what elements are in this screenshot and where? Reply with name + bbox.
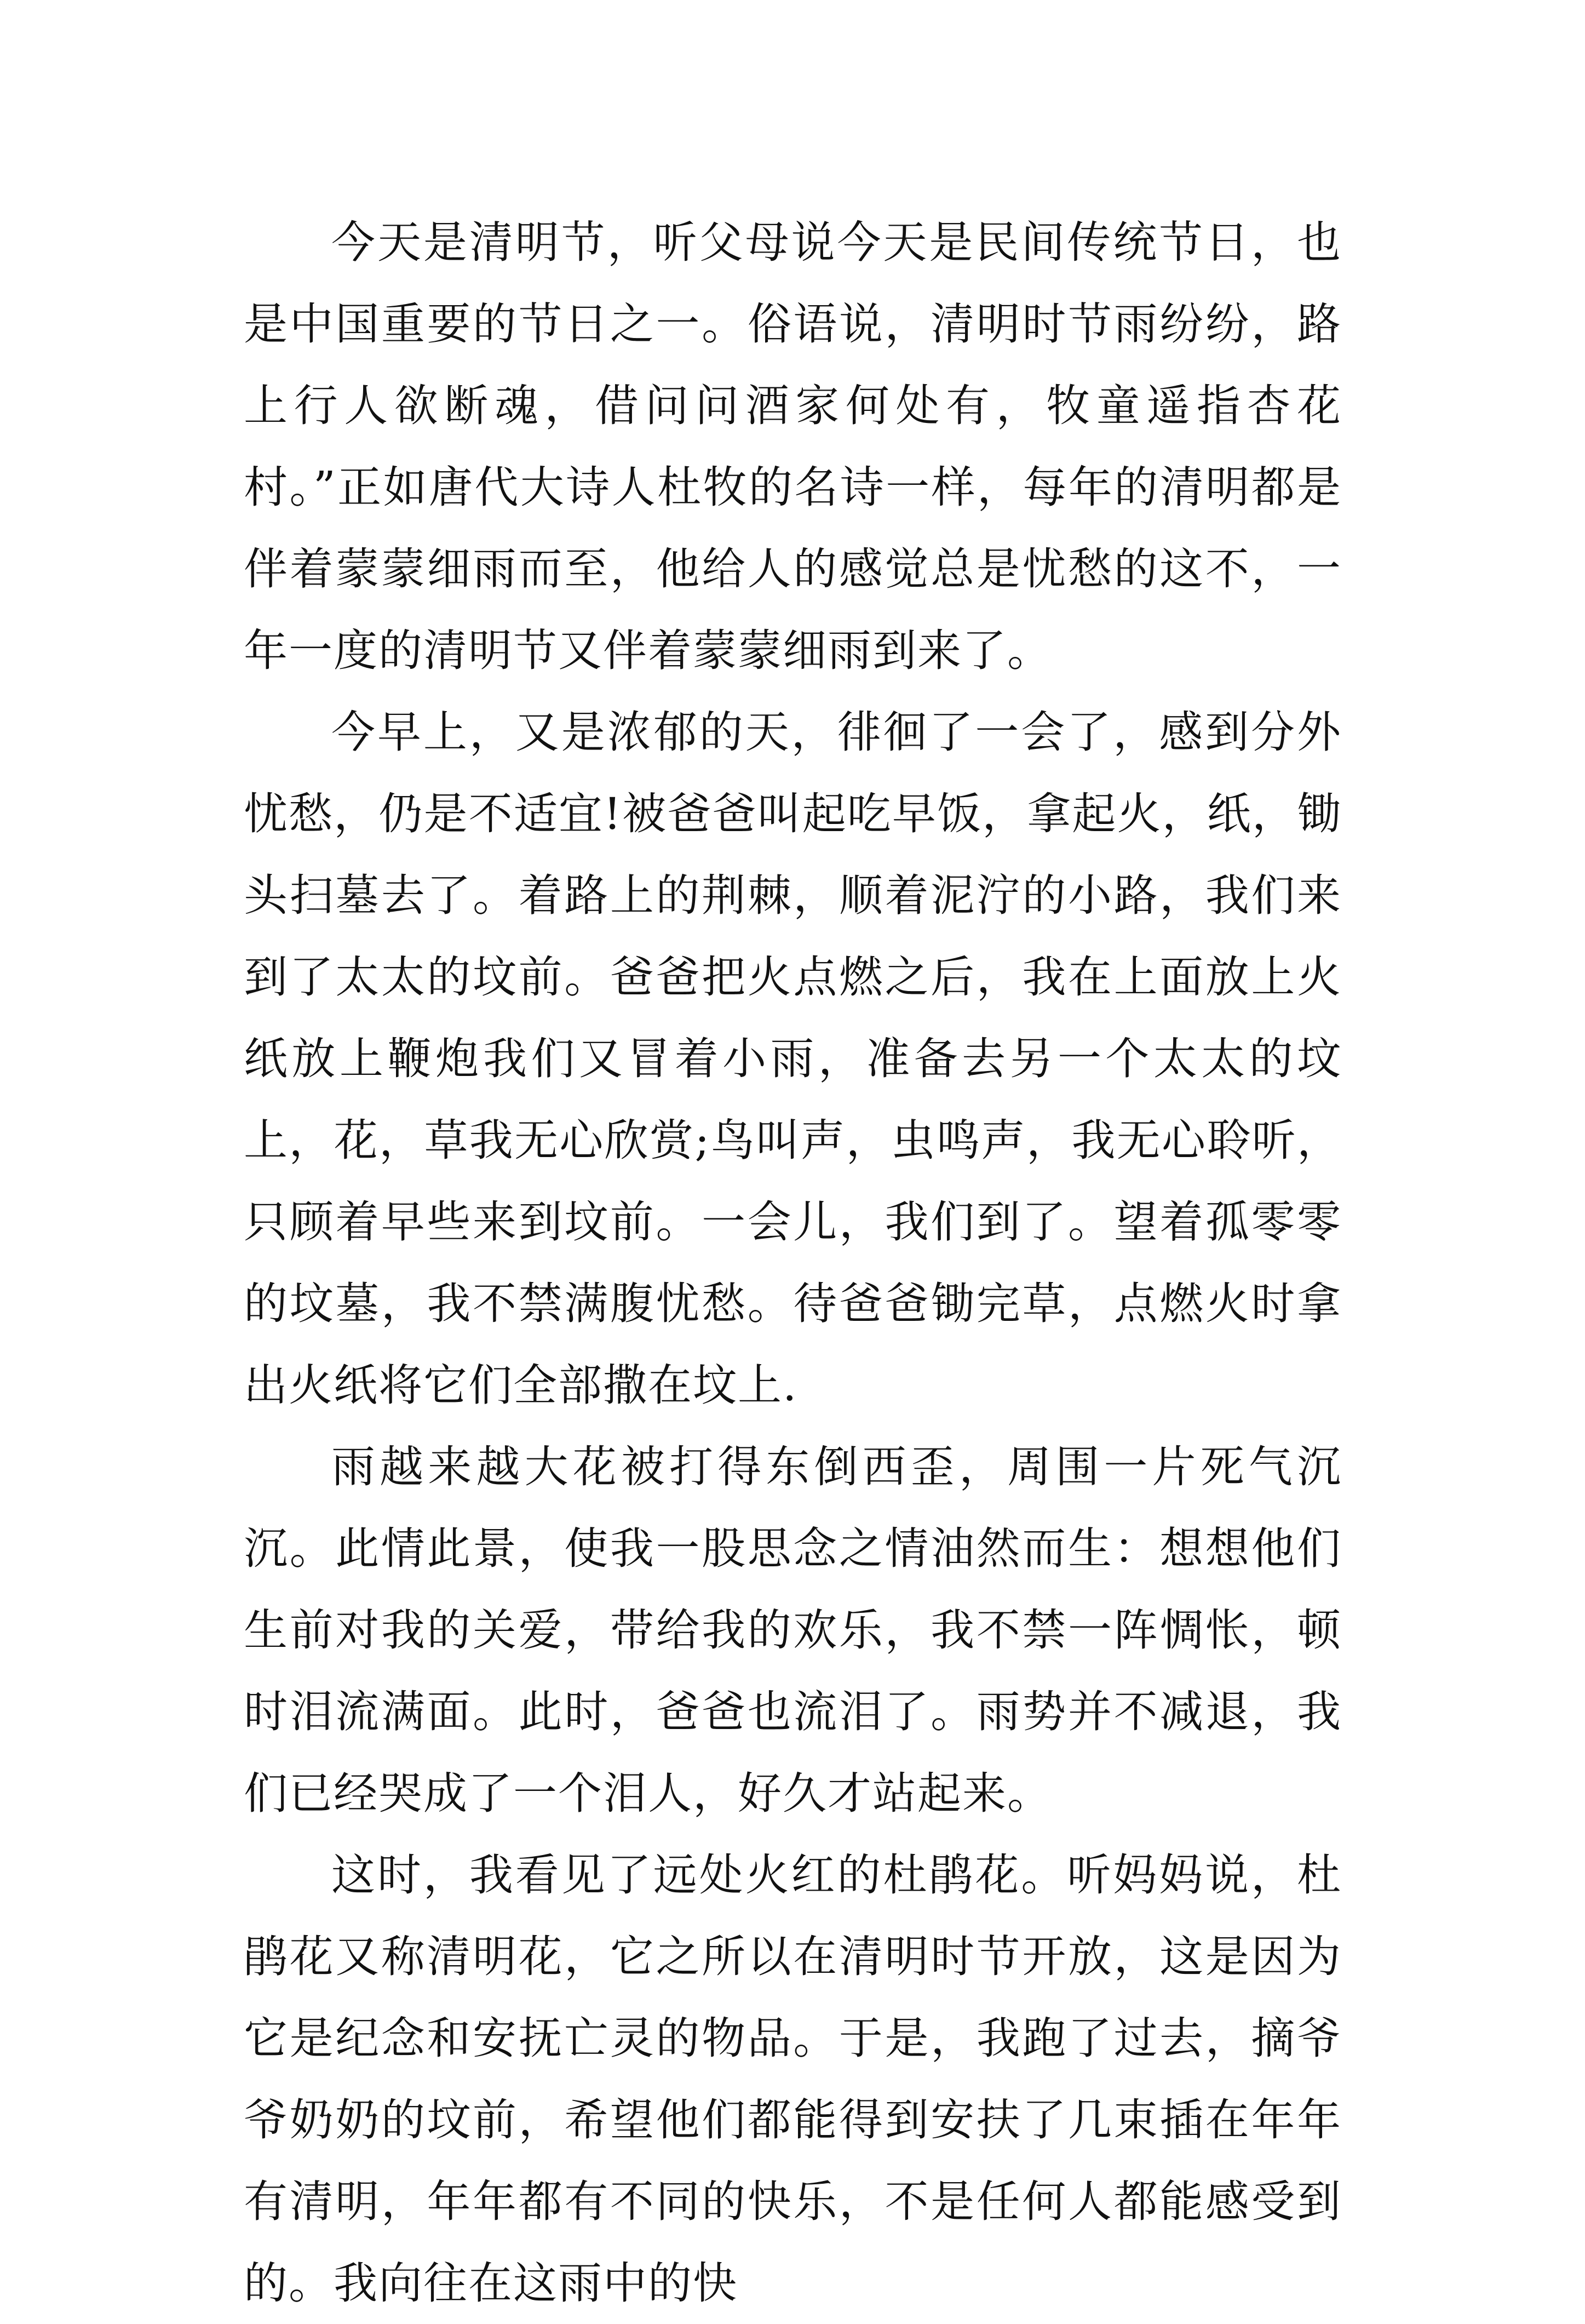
document-body	[244, 202, 1342, 2324]
paragraph-1: 今天是清明节，听父母说今天是民间传统节日，也是中国重要的节日之一。俗语说，清明时节雨纷纷，路上行人欲断魂，借问问酒家何处有，牧童遥指杏花村。”正如唐代大诗人杜牧的名诗一样，每年的清明都是伴着蒙蒙细雨而至，他给人的感觉总是忧愁的这不，一年一度的清明节又伴着蒙蒙细雨到来了。	[244, 217, 1342, 676]
paragraph-3: 雨越来越大花被打得东倒西歪，周围一片死气沉沉。此情此景，使我一股思念之情油然而生：想想他们生前对我的关爱，带给我的欢乐，我不禁一阵惆怅，顿时泪流满面。此时，爸爸也流泪了。雨势并不减退，我们已经哭成了一个泪人，好久才站起来。	[244, 1441, 1342, 1819]
paragraph-2: 今早上，又是浓郁的天，徘徊了一会了，感到分外忧愁，仍是不适宜!被爸爸叫起吃早饭，拿起火，纸，锄头扫墓去了。着路上的荆棘，顺着泥泞的小路，我们来到了太太的坟前。爸爸把火点燃之后，我在上面放上火纸放上鞭炮我们又冒着小雨，准备去另一个太太的坟上，花，草我无心欣赏;鸟叫声，虫鸣声，我无心聆听，只顾着早些来到坟前。一会儿，我们到了。望着孤零零的坟墓，我不禁满腹忧愁。待爸爸锄完草，点燃火时拿出火纸将它们全部撒在坟上.	[244, 707, 1342, 1411]
paragraph-4: 这时，我看见了远处火红的杜鹃花。听妈妈说，杜鹃花又称清明花，它之所以在清明时节开放，这是因为它是纪念和安抚亡灵的物品。于是，我跑了过去，摘爷爷奶奶的坟前，希望他们都能得到安扶了几束插在年年有清明，年年都有不同的快乐，不是任何人都能感受到的。我向往在这雨中的快	[244, 1850, 1342, 2309]
